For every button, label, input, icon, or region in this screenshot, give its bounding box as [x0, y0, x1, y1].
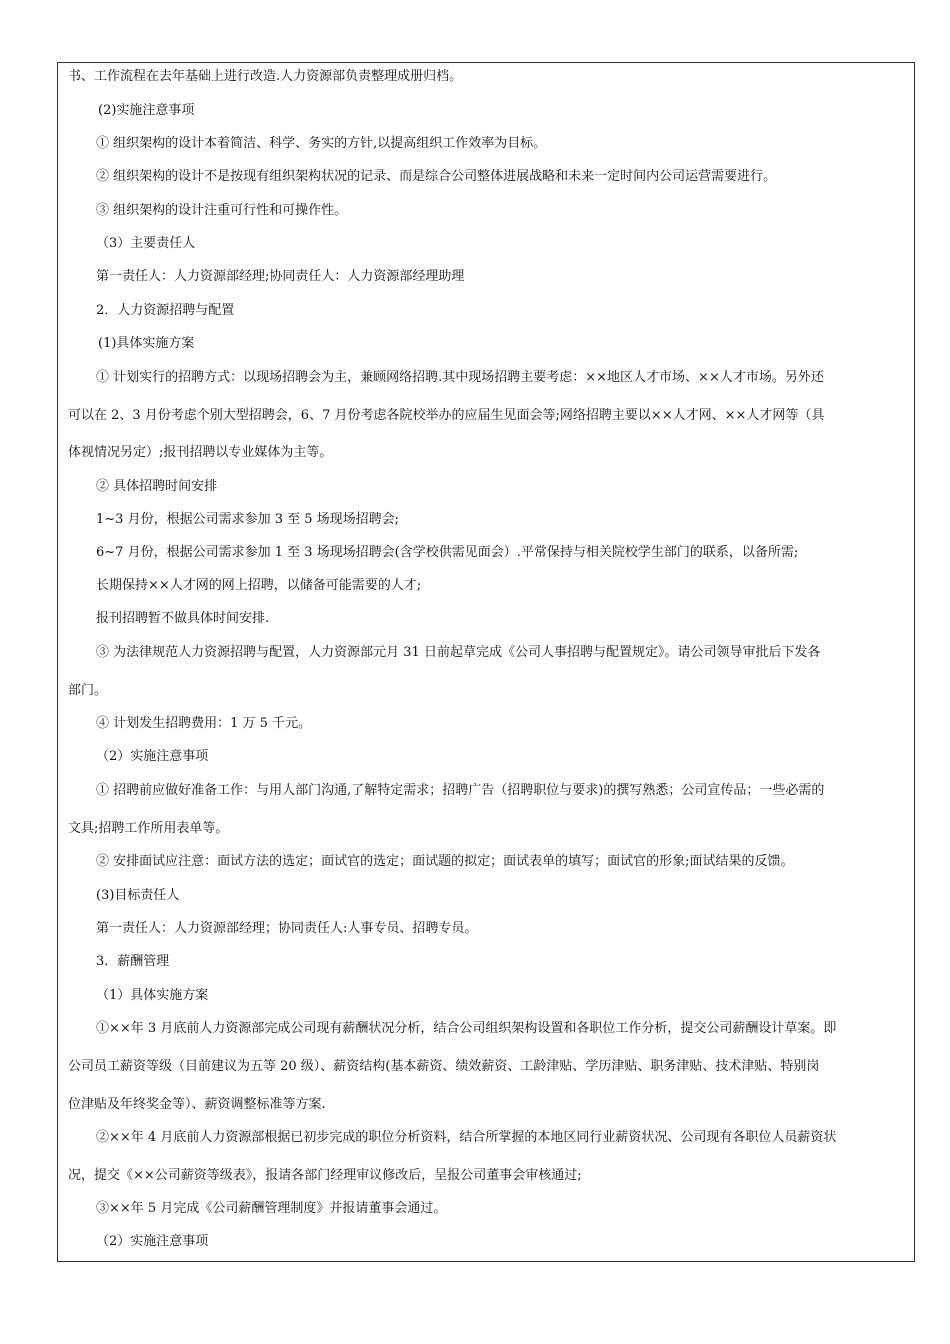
- text-line: 第一责任人：人力资源部经理;协同责任人：人力资源部经理助理: [96, 269, 465, 284]
- text-line: 1~3 月份，根据公司需求参加 3 至 5 场现场招聘会;: [96, 512, 400, 527]
- text-line: ③××年 5 月完成《公司薪酬管理制度》并报请董事会通过。: [96, 1201, 447, 1216]
- text-line: ① 招聘前应做好准备工作：与用人部门沟通,了解特定需求；招聘广告（招聘职位与要求)的撰写熟悉；公司宣传品；一些必需的: [96, 783, 825, 798]
- text-line: ① 计划实行的招聘方式：以现场招聘会为主，兼顾网络招聘.其中现场招聘主要考虑：××地区人才市场、××人才市场。另外还: [96, 370, 824, 385]
- text-line: ④ 计划发生招聘费用：1 万 5 千元。: [96, 716, 312, 731]
- text-line: (3)目标责任人: [96, 888, 180, 903]
- text-line: （1）具体实施方案: [96, 988, 209, 1003]
- text-line: 况，提交《××公司薪资等级表》，报请各部门经理审议修改后，呈报公司董事会审核通过;: [68, 1168, 582, 1183]
- text-line: (2)实施注意事项: [98, 103, 195, 118]
- text-line: 体视情况另定）;报刊招聘以专业媒体为主等。: [68, 445, 333, 460]
- text-line: 长期保持××人才网的网上招聘，以储备可能需要的人才;: [96, 578, 422, 593]
- text-line: 3．薪酬管理: [96, 954, 170, 969]
- text-line: （2）实施注意事项: [96, 749, 209, 764]
- text-line: (1)具体实施方案: [98, 336, 195, 351]
- text-line: ①××年 3 月底前人力资源部完成公司现有薪酬状况分析，结合公司组织架构设置和各职位工作分析，提交公司薪酬设计草案。即: [96, 1021, 837, 1036]
- text-line: ② 组织架构的设计不是按现有组织架构状况的记录、而是综合公司整体进展战略和未来一定时间内公司运营需要进行。: [96, 169, 777, 184]
- text-line: （3）主要责任人: [96, 236, 196, 251]
- text-line: 公司员工薪资等级（目前建议为五等 20 级）、薪资结构(基本薪资、绩效薪资、工龄津贴、学历津贴、职务津贴、技术津贴、特别岗: [68, 1059, 820, 1074]
- text-line: ② 安排面试应注意：面试方法的选定；面试官的选定；面试题的拟定；面试表单的填写；面试官的形象;面试结果的反馈。: [96, 854, 794, 869]
- text-line: （2）实施注意事项: [96, 1234, 209, 1249]
- text-line: 文具;招聘工作所用表单等。: [68, 821, 229, 836]
- text-line: 部门。: [68, 683, 108, 698]
- text-line: ③ 为法律规范人力资源招聘与配置，人力资源部元月 31 日前起草完成《公司人事招聘与配置规定》。请公司领导审批后下发各: [96, 645, 821, 660]
- text-line: ②××年 4 月底前人力资源部根据已初步完成的职位分析资料，结合所掌握的本地区同行业薪资状况、公司现有各职位人员薪资状: [96, 1130, 837, 1145]
- text-line: 报刊招聘暂不做具体时间安排.: [96, 611, 270, 626]
- text-line: ① 组织架构的设计本着简洁、科学、务实的方针,以提高组织工作效率为目标。: [96, 136, 547, 151]
- document-frame: [57, 62, 915, 1262]
- text-line: 书、工作流程在去年基础上进行改造.人力资源部负责整理成册归档。: [68, 69, 463, 84]
- text-line: ② 具体招聘时间安排: [96, 479, 218, 494]
- text-line: 第一责任人：人力资源部经理；协同责任人:人事专员、招聘专员。: [96, 921, 478, 936]
- text-line: ③ 组织架构的设计注重可行性和可操作性。: [96, 203, 348, 218]
- text-line: 6~7 月份，根据公司需求参加 1 至 3 场现场招聘会(含学校供需见面会）.平常保持与相关院校学生部门的联系，以备所需;: [96, 545, 799, 560]
- text-line: 位津贴及年终奖金等）、薪资调整标准等方案.: [68, 1097, 326, 1112]
- text-line: 2．人力资源招聘与配置: [96, 303, 235, 318]
- text-line: 可以在 2、3 月份考虑个别大型招聘会，6、7 月份考虑各院校举办的应届生见面会等;网络招聘主要以××人才网、××人才网等（具: [68, 408, 825, 423]
